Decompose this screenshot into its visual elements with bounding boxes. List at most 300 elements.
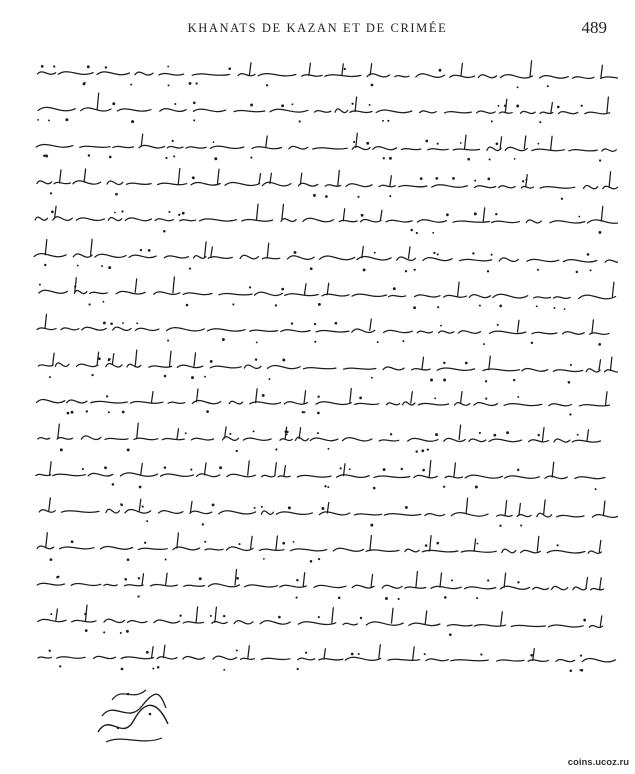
diacritic-dot — [164, 375, 167, 378]
handwriting-stroke — [38, 645, 616, 662]
diacritic-dot — [390, 433, 392, 435]
diacritic-dot — [451, 579, 453, 581]
diacritic-dot — [288, 506, 291, 509]
diacritic-dot — [360, 617, 362, 619]
diacritic-dot — [357, 196, 359, 198]
diacritic-dot — [485, 398, 487, 400]
diacritic-dot — [190, 469, 192, 471]
diacritic-dot — [499, 525, 501, 527]
diacritic-dot — [475, 486, 478, 489]
diacritic-dot — [77, 265, 79, 267]
diacritic-dot — [369, 104, 371, 106]
diacritic-dot — [122, 322, 124, 324]
diacritic-dot — [554, 307, 556, 309]
diacritic-dot — [105, 66, 107, 68]
diacritic-dot — [167, 66, 169, 68]
diacritic-dot — [59, 665, 61, 667]
diacritic-dot — [383, 468, 386, 471]
handwriting-stroke — [37, 533, 601, 554]
diacritic-dot — [335, 322, 338, 325]
diacritic-dot — [291, 322, 293, 324]
diacritic-dot — [435, 177, 438, 180]
diacritic-dot — [281, 104, 284, 107]
diacritic-dot — [263, 558, 265, 560]
diacritic-dot — [371, 377, 373, 379]
diacritic-dot — [499, 305, 502, 308]
diacritic-dot — [268, 378, 270, 380]
diacritic-dot — [434, 397, 436, 399]
diacritic-dot — [110, 322, 113, 325]
diacritic-dot — [530, 654, 533, 657]
diacritic-dot — [351, 103, 353, 105]
diacritic-dot — [253, 430, 255, 432]
diacritic-dot — [479, 305, 481, 307]
diacritic-dot — [204, 541, 206, 543]
diacritic-dot — [398, 598, 400, 600]
diacritic-dot — [296, 597, 298, 599]
diacritic-dot — [324, 485, 326, 487]
diacritic-dot — [50, 192, 52, 194]
diacritic-dot — [547, 85, 549, 87]
diacritic-dot — [472, 252, 474, 254]
diacritic-dot — [142, 506, 144, 508]
diacritic-dot — [570, 364, 572, 366]
diacritic-dot — [497, 324, 499, 326]
diacritic-dot — [255, 358, 257, 360]
diacritic-dot — [382, 120, 384, 122]
diacritic-dot — [517, 469, 519, 471]
diacritic-dot — [294, 251, 297, 254]
diacritic-dot — [487, 270, 489, 272]
diacritic-dot — [363, 268, 366, 271]
handwriting-stroke — [37, 389, 610, 406]
manuscript-line — [37, 61, 618, 89]
diacritic-dot — [163, 230, 166, 233]
diacritic-dot — [564, 308, 566, 310]
diacritic-dot — [325, 195, 328, 198]
diacritic-dot — [112, 483, 115, 486]
diacritic-dot — [199, 577, 202, 580]
diacritic-dot — [291, 103, 293, 105]
diacritic-dot — [165, 559, 167, 561]
diacritic-dot — [493, 434, 496, 437]
diacritic-dot — [236, 577, 239, 580]
diacritic-dot — [310, 560, 313, 563]
diacritic-dot — [537, 143, 539, 145]
running-head — [20, 18, 615, 38]
diacritic-dot — [213, 141, 215, 143]
diacritic-dot — [317, 432, 319, 434]
diacritic-dot — [191, 376, 194, 379]
diacritic-dot — [49, 650, 51, 652]
diacritic-dot — [561, 198, 563, 200]
diacritic-dot — [569, 413, 571, 415]
diacritic-dot — [476, 543, 478, 545]
diacritic-dot — [537, 269, 539, 271]
diacritic-dot — [580, 669, 583, 672]
diacritic-dot — [282, 542, 285, 545]
diacritic-dot — [387, 120, 389, 122]
diacritic-dot — [578, 216, 580, 218]
handwriting-stroke — [38, 423, 601, 442]
diacritic-dot — [377, 341, 379, 343]
diacritic-dot — [178, 214, 180, 216]
diacritic-dot — [50, 558, 53, 561]
diacritic-dot — [67, 412, 70, 415]
diacritic-dot — [516, 105, 519, 108]
manuscript-line — [39, 277, 616, 310]
diacritic-dot — [577, 434, 579, 436]
diacritic-dot — [82, 468, 84, 470]
diacritic-dot — [496, 142, 499, 145]
diacritic-dot — [439, 69, 442, 72]
diacritic-dot — [410, 229, 413, 232]
diacritic-dot — [293, 541, 295, 543]
handwriting-stroke — [35, 204, 618, 223]
diacritic-dot — [389, 157, 392, 160]
diacritic-dot — [108, 411, 110, 413]
running-title: KHANATS DE KAZAN ET DE CRIMÉE — [187, 21, 448, 35]
diacritic-dot — [344, 68, 346, 70]
diacritic-dot — [238, 543, 240, 545]
manuscript-line — [36, 461, 605, 491]
diacritic-dot — [513, 379, 515, 381]
diacritic-dot — [422, 469, 425, 472]
diacritic-dot — [232, 303, 234, 305]
diacritic-dot — [557, 106, 560, 109]
handwriting-stroke — [38, 605, 603, 627]
diacritic-dot — [286, 433, 288, 435]
diacritic-dot — [146, 651, 149, 654]
diacritic-dot — [598, 231, 601, 234]
diacritic-dot — [443, 486, 445, 488]
diacritic-dot — [340, 467, 342, 469]
handwriting-stroke — [37, 314, 609, 334]
diacritic-dot — [146, 520, 148, 522]
diacritic-dot — [401, 468, 403, 470]
diacritic-dot — [338, 597, 341, 600]
diacritic-dot — [256, 341, 258, 343]
diacritic-dot — [520, 525, 522, 527]
diacritic-dot — [174, 103, 176, 105]
diacritic-dot — [41, 65, 44, 68]
diacritic-dot — [474, 180, 476, 182]
diacritic-dot — [136, 322, 138, 324]
diacritic-dot — [416, 232, 418, 234]
diacritic-dot — [405, 270, 407, 272]
diacritic-dot — [120, 632, 122, 634]
signature-mark — [88, 672, 178, 752]
diacritic-dot — [432, 232, 434, 234]
diacritic-dot — [536, 305, 538, 307]
diacritic-dot — [349, 468, 351, 470]
diacritic-dot — [53, 65, 55, 67]
diacritic-dot — [222, 338, 225, 341]
diacritic-dot — [48, 119, 50, 121]
diacritic-dot — [254, 507, 256, 509]
diacritic-dot — [374, 252, 376, 254]
diacritic-dot — [443, 379, 446, 382]
diacritic-dot — [425, 140, 428, 143]
handwriting-stroke — [36, 133, 616, 151]
diacritic-dot — [435, 433, 438, 436]
diacritic-dot — [359, 397, 362, 400]
diacritic-dot — [595, 488, 597, 490]
diacritic-dot — [138, 577, 140, 579]
diacritic-dot — [164, 466, 167, 469]
diacritic-dot — [446, 213, 449, 216]
diacritic-dot — [318, 616, 320, 618]
diacritic-dot — [413, 306, 416, 309]
diacritic-dot — [43, 154, 45, 156]
diacritic-dot — [49, 376, 51, 378]
diacritic-dot — [393, 287, 396, 290]
manuscript-line — [34, 239, 618, 273]
diacritic-dot — [51, 210, 54, 213]
diacritic-dot — [452, 177, 455, 180]
diacritic-dot — [65, 118, 68, 121]
diacritic-dot — [487, 178, 490, 181]
diacritic-dot — [485, 380, 487, 382]
manuscript-line — [39, 498, 618, 527]
diacritic-dot — [121, 504, 123, 506]
handwriting-stroke — [34, 239, 618, 262]
diacritic-dot — [106, 395, 108, 397]
diacritic-dot — [266, 84, 268, 86]
diacritic-dot — [328, 448, 330, 450]
diacritic-dot — [56, 576, 59, 579]
watermark: coins.ucoz.ru — [567, 757, 629, 768]
diacritic-dot — [210, 615, 212, 617]
diacritic-dot — [517, 581, 519, 583]
diacritic-dot — [137, 595, 139, 597]
diacritic-dot — [275, 448, 277, 450]
diacritic-dot — [483, 343, 485, 345]
diacritic-dot — [131, 120, 134, 123]
diacritic-dot — [498, 105, 500, 107]
diacritic-dot — [168, 84, 170, 86]
manuscript-line — [37, 169, 618, 200]
diacritic-dot — [115, 193, 118, 196]
manuscript-line — [37, 314, 609, 346]
diacritic-dot — [103, 321, 106, 324]
diacritic-dot — [127, 448, 130, 451]
diacritic-dot — [358, 653, 360, 655]
diacritic-dot — [223, 669, 225, 671]
diacritic-dot — [415, 450, 417, 452]
diacritic-dot — [424, 653, 426, 655]
diacritic-dot — [531, 342, 533, 344]
diacritic-dot — [114, 212, 116, 214]
diacritic-dot — [537, 434, 539, 436]
diacritic-dot — [598, 343, 601, 346]
manuscript-lines — [28, 52, 618, 672]
manuscript-line — [38, 423, 601, 453]
diacritic-dot — [443, 362, 445, 364]
diacritic-dot — [317, 412, 320, 415]
diacritic-dot — [37, 119, 39, 121]
diacritic-dot — [39, 284, 41, 286]
diacritic-dot — [84, 82, 86, 84]
diacritic-dot — [314, 323, 316, 325]
diacritic-dot — [193, 101, 196, 104]
handwriting-stroke — [37, 570, 603, 590]
diacritic-dot — [182, 212, 185, 215]
diacritic-dot — [165, 157, 167, 159]
handwriting-stroke — [38, 93, 610, 114]
diacritic-dot — [124, 578, 127, 581]
diacritic-dot — [127, 558, 130, 561]
diacritic-dot — [383, 157, 385, 159]
diacritic-dot — [430, 379, 433, 382]
diacritic-dot — [101, 265, 103, 267]
diacritic-dot — [74, 285, 76, 287]
manuscript-line — [38, 350, 618, 383]
diacritic-dot — [351, 653, 354, 656]
diacritic-dot — [474, 212, 477, 215]
diacritic-dot — [219, 466, 222, 469]
diacritic-dot — [506, 431, 509, 434]
diacritic-dot — [179, 615, 181, 617]
diacritic-dot — [570, 670, 573, 672]
diacritic-dot — [102, 301, 104, 303]
diacritic-dot — [223, 615, 225, 617]
diacritic-dot — [479, 432, 481, 434]
diacritic-dot — [109, 156, 112, 159]
diacritic-dot — [186, 304, 189, 307]
diacritic-dot — [385, 597, 388, 600]
diacritic-dot — [45, 155, 48, 158]
diacritic-dot — [275, 304, 277, 306]
manuscript-line — [37, 389, 610, 416]
diacritic-dot — [250, 157, 252, 159]
handwriting-stroke — [38, 350, 618, 372]
diacritic-dot — [389, 195, 391, 197]
diacritic-dot — [556, 544, 558, 546]
diacritic-dot — [89, 303, 91, 305]
diacritic-dot — [148, 249, 151, 252]
diacritic-dot — [517, 86, 519, 88]
diacritic-dot — [185, 432, 187, 434]
diacritic-dot — [229, 433, 231, 435]
diacritic-dot — [202, 523, 204, 525]
diacritic-dot — [104, 466, 107, 469]
diacritic-dot — [433, 252, 435, 254]
diacritic-dot — [195, 82, 197, 84]
diacritic-dot — [84, 613, 86, 615]
diacritic-dot — [86, 410, 88, 412]
diacritic-dot — [112, 102, 115, 105]
diacritic-dot — [489, 158, 491, 160]
diacritic-dot — [373, 487, 376, 490]
diacritic-dot — [353, 141, 355, 143]
diacritic-dot — [262, 394, 265, 397]
diacritic-dot — [250, 104, 253, 107]
diacritic-dot — [361, 214, 364, 217]
diacritic-dot — [437, 253, 439, 255]
diacritic-dot — [318, 558, 320, 560]
handwritten-manuscript — [28, 52, 618, 742]
diacritic-dot — [88, 154, 90, 156]
manuscript-line — [38, 645, 616, 672]
diacritic-dot — [87, 65, 90, 68]
diacritic-dot — [491, 120, 493, 122]
diacritic-dot — [460, 142, 462, 144]
diacritic-dot — [504, 105, 506, 107]
diacritic-dot — [139, 486, 142, 489]
diacritic-dot — [192, 176, 195, 179]
diacritic-dot — [126, 630, 129, 633]
diacritic-dot — [91, 374, 93, 376]
manuscript-line — [36, 133, 616, 161]
diacritic-dot — [122, 411, 125, 414]
diacritic-dot — [414, 269, 416, 271]
diacritic-dot — [402, 340, 404, 342]
diacritic-dot — [590, 269, 592, 271]
diacritic-dot — [236, 649, 238, 651]
diacritic-dot — [296, 579, 298, 581]
diacritic-dot — [121, 668, 124, 671]
diacritic-dot — [210, 360, 213, 363]
diacritic-dot — [297, 668, 299, 670]
diacritic-dot — [71, 540, 74, 543]
diacritic-dot — [121, 210, 123, 212]
handwriting-stroke — [37, 61, 618, 79]
diacritic-dot — [576, 271, 578, 273]
diacritic-dot — [71, 411, 74, 414]
manuscript-line — [37, 533, 601, 563]
diacritic-dot — [449, 633, 452, 636]
diacritic-dot — [140, 249, 142, 251]
diacritic-dot — [189, 82, 192, 85]
diacritic-dot — [310, 267, 313, 270]
diacritic-dot — [465, 362, 468, 365]
diacritic-dot — [305, 652, 307, 654]
diacritic-dot — [249, 286, 251, 288]
diacritic-dot — [173, 155, 175, 157]
diacritic-dot — [261, 506, 263, 508]
diacritic-dot — [427, 448, 429, 450]
diacritic-dot — [318, 303, 321, 306]
diacritic-dot — [495, 213, 497, 215]
diacritic-dot — [282, 359, 285, 362]
diacritic-dot — [167, 339, 169, 341]
diacritic-dot — [193, 119, 195, 121]
diacritic-dot — [568, 381, 571, 384]
diacritic-dot — [50, 613, 52, 615]
diacritic-dot — [517, 396, 519, 398]
diacritic-dot — [314, 341, 316, 343]
diacritic-dot — [278, 616, 281, 619]
diacritic-dot — [405, 506, 408, 509]
diacritic-dot — [539, 121, 541, 123]
diacritic-dot — [103, 631, 105, 633]
diacritic-dot — [599, 159, 601, 161]
diacritic-dot — [189, 268, 191, 270]
diacritic-dot — [370, 524, 373, 527]
handwriting-stroke — [39, 498, 618, 517]
manuscript-line — [37, 570, 603, 601]
manuscript-line — [38, 605, 603, 636]
diacritic-dot — [366, 142, 369, 145]
diacritic-dot — [317, 395, 319, 397]
diacritic-dot — [522, 180, 524, 182]
diacritic-dot — [281, 288, 284, 291]
diacritic-dot — [144, 542, 146, 544]
diacritic-dot — [204, 376, 206, 378]
diacritic-dot — [172, 140, 174, 142]
diacritic-dot — [60, 448, 63, 451]
